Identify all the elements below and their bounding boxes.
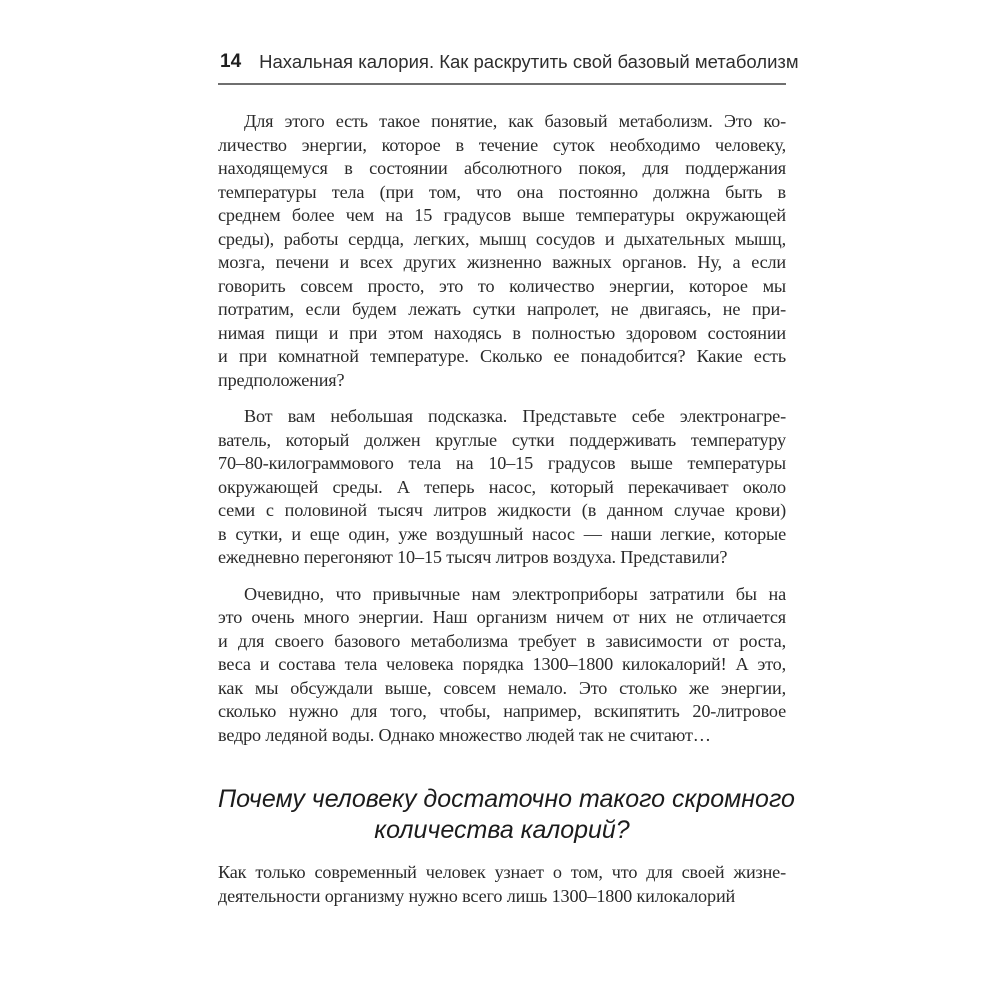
text-line: температуры тела (при том, что она постоянно должна быть в	[218, 181, 786, 202]
running-header-row	[218, 40, 799, 83]
text-line: ватель, который должен круглые сутки поддерживать температуру	[218, 429, 786, 450]
text-line: деятельности организму нужно всего лишь 1300–1800 килокалорий	[218, 885, 736, 906]
text-line: ведро ледяной воды. Однако множество людей так не считают…	[218, 724, 711, 745]
paragraph-3	[218, 583, 786, 748]
text-line: мозга, печени и всех других жизненно важных органов. Ну, а если	[218, 252, 786, 272]
text-line: как мы обсуждали выше, совсем немало. Это столько же энергии,	[218, 677, 786, 698]
text-line: потратим, если будем лежать сутки напролет, не двигаясь, не при-	[218, 299, 786, 319]
section-heading-line: количества калорий?	[374, 816, 630, 844]
text-line: нимая пищи и при этом находясь в полностью здоровом состоянии	[218, 322, 786, 343]
text-line: окружающей среды. А теперь насос, который перекачивает около	[218, 476, 786, 497]
text-line: предположения?	[218, 369, 345, 390]
paragraph-1	[218, 110, 786, 392]
text-line: веса и состава тела человека порядка 1300–1800 килокалорий! А это,	[218, 654, 786, 674]
text-line: находящемуся в состоянии абсолютного покоя, для поддержания	[218, 158, 786, 178]
text-line: и при комнатной температуре. Сколько ее понадобится? Какие есть	[218, 346, 786, 366]
paragraph-4	[218, 861, 786, 908]
text-line: среды), работы сердца, легких, мышц сосудов и дыхательных мышц,	[218, 228, 786, 249]
text-line: личество энергии, которое в течение суток необходимо человеку,	[218, 134, 786, 155]
header-rule	[218, 83, 786, 85]
text-line: сколько нужно для того, чтобы, например, вскипятить 20-литровое	[218, 701, 786, 721]
page-body	[218, 110, 795, 908]
paragraph-2	[218, 405, 786, 570]
running-title: Нахальная калория. Как раскрутить свой базовый метаболизм	[259, 50, 799, 72]
text-line: и для своего базового метаболизма требует в зависимости от роста,	[218, 630, 786, 651]
section-heading	[218, 784, 795, 846]
text-line: это очень много энергии. Наш организм ничем от них не отличается	[218, 607, 786, 627]
running-header	[218, 40, 799, 85]
text-line: Для этого есть такое понятие, как базовый метаболизм. Это ко-	[244, 111, 786, 131]
text-line: говорить совсем просто, это то количество энергии, которое мы	[218, 275, 786, 296]
section-heading-line: Почему человеку достаточно такого скромного	[218, 785, 795, 813]
page-number: 14	[220, 50, 242, 72]
text-line: 70–80-килограммового тела на 10–15 градусов выше температуры	[218, 453, 786, 473]
text-line: ежедневно перегоняют 10–15 тысяч литров воздуха. Представили?	[218, 547, 728, 567]
text-line: Вот вам небольшая подсказка. Представьте себе электронагре-	[244, 406, 786, 426]
text-line: Как только современный человек узнает о том, что для своей жизне-	[218, 862, 786, 882]
text-line: семи с половиной тысяч литров жидкости (в данном случае крови)	[218, 500, 786, 520]
text-line: Очевидно, что привычные нам электроприборы затратили бы на	[244, 583, 786, 604]
text-line: среднем более чем на 15 градусов выше температуры окружающей	[218, 205, 786, 225]
text-line: в сутки, и еще один, уже воздушный насос — наши легкие, которые	[218, 523, 786, 544]
